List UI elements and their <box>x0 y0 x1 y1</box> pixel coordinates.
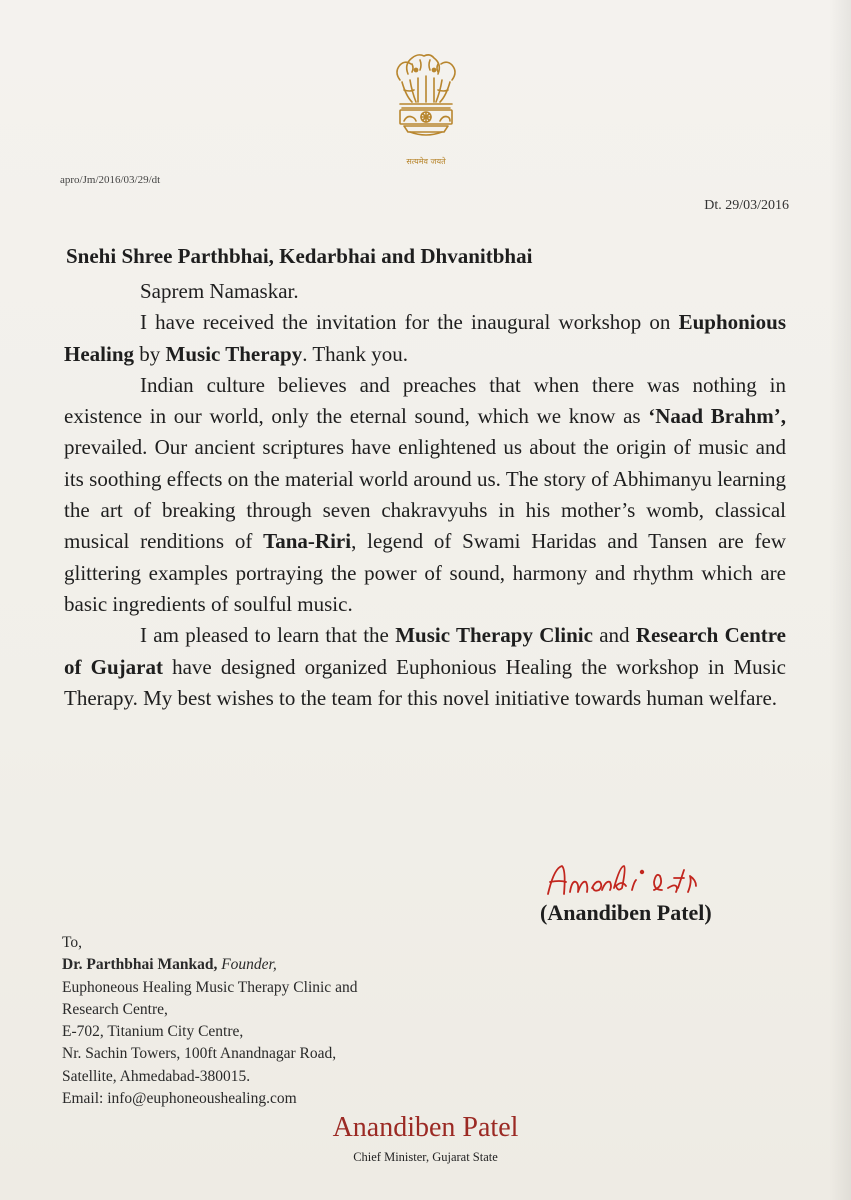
address-line: Euphoneous Healing Music Therapy Clinic and <box>62 978 358 996</box>
text-run: prevailed. Our ancient scriptures have enlightened us about the origin of music and its soothing effects on the material world around us. The story of Abhimanyu learning the art of breaking through seven chakravyuhs in his mother’s womb, classical musical renditions of <box>64 435 786 554</box>
salutation: Snehi Shree Parthbhai, Kedarbhai and Dhvanitbhai <box>66 244 533 268</box>
address-recipient <box>62 954 357 976</box>
emphasis-tana-riri: Tana-Riri <box>263 529 352 554</box>
footer-title: Chief Minister, Gujarat State <box>353 1150 498 1164</box>
text-run: . Thank you. <box>302 341 409 366</box>
recipient-name: Dr. Parthbhai Mankad, <box>62 956 218 974</box>
handwritten-signature <box>544 858 784 904</box>
text-run: by <box>134 341 166 366</box>
address-line: Satellite, Ahmedabad-380015. <box>62 1067 251 1085</box>
recipient-role: Founder, <box>221 956 277 974</box>
paragraph-invitation <box>64 307 786 370</box>
greeting: Saprem Namaskar. <box>140 279 299 303</box>
text-run: I have received the invitation for the inaugural workshop on <box>140 310 679 335</box>
paragraph-culture <box>64 370 786 620</box>
text-run: and <box>592 623 636 648</box>
emphasis-naad-brahm: ‘Naad Brahm’, <box>648 404 786 429</box>
text-run: Indian culture believes and preaches that when there was nothing in existence in our world, only the eternal sound, which we know as <box>64 372 786 429</box>
national-emblem-icon <box>386 44 466 174</box>
reference-number: apro/Jm/2016/03/29/dt <box>60 174 161 186</box>
paragraph-wishes <box>64 620 786 714</box>
recipient-address <box>62 932 357 1110</box>
emphasis-music-therapy: Music Therapy <box>165 341 303 366</box>
letter-body <box>64 276 786 714</box>
signer-name: (Anandiben Patel) <box>540 900 712 925</box>
letter-date: Dt. 29/03/2016 <box>704 198 789 213</box>
address-to: To, <box>62 934 83 951</box>
address-line: E-702, Titanium City Centre, <box>62 1023 244 1041</box>
footer-name: Anandiben Patel <box>332 1112 519 1143</box>
address-email: Email: info@euphoneoushealing.com <box>62 1090 297 1108</box>
emphasis-euphonious-healing: Euphonious Healing <box>64 310 786 366</box>
address-line: Research Centre, <box>62 1000 168 1018</box>
page-edge-shadow <box>829 0 851 1200</box>
text-run: have designed organized Euphonious Healing the workshop in Music Therapy. My best wishes to the team for this novel initiative towards human welfare. <box>64 654 786 710</box>
emphasis-clinic: Music Therapy Clinic <box>395 623 593 648</box>
emphasis-research-centre: Research Centre of Gujarat <box>64 623 787 679</box>
address-line: Nr. Sachin Towers, 100ft Anandnagar Road, <box>62 1045 337 1063</box>
text-run: , legend of Swami Haridas and Tansen are few glittering examples portraying the power of sound, harmony and rhythm which are basic ingredients of soulful music. <box>64 529 786 616</box>
text-run: I am pleased to learn that the <box>140 623 396 648</box>
emblem-motto: सत्यमेव जयते <box>406 157 446 166</box>
